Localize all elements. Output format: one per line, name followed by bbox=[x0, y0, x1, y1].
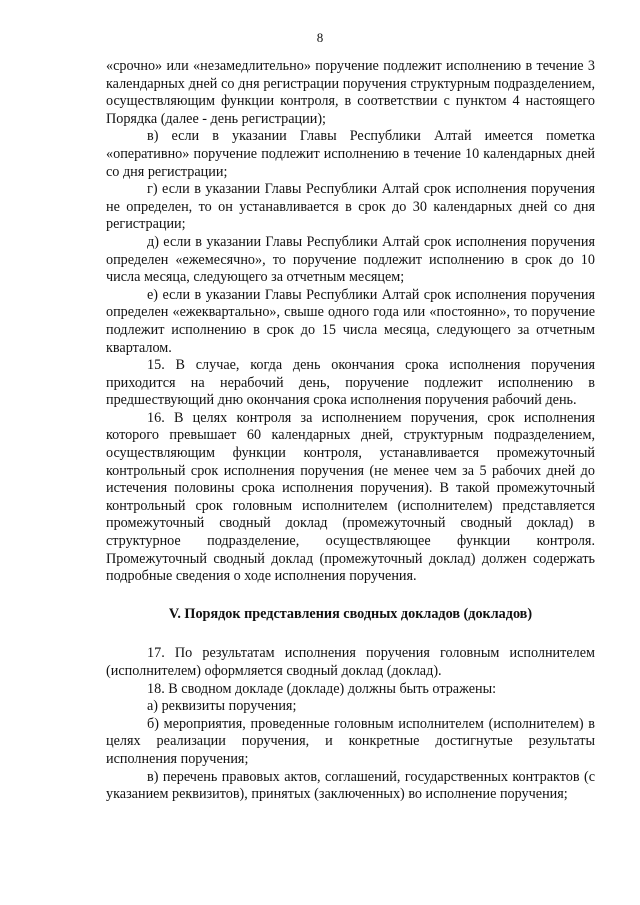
page-number: 8 bbox=[316, 30, 324, 45]
paragraph-item-a: а) реквизиты поручения; bbox=[147, 698, 297, 715]
paragraph-clause-15: 15. В случае, когда день окончания срока исполнения поручения приходится на нерабочий день, поручение подлежит исполнению в предшествующий дню окончания срока исполнения поручения рабочий день. bbox=[106, 357, 595, 409]
paragraph-item-g: г) если в указании Главы Республики Алтай срок исполнения поручения не определен, то он устанавливается в срок до 30 календарных дней со дня регистрации; bbox=[106, 181, 595, 233]
section-heading: V. Порядок представления сводных докладов (докладов) bbox=[168, 605, 533, 622]
paragraph-item-v2: в) перечень правовых актов, соглашений, государственных контрактов (с указанием реквизитов), принятых (заключенных) во исполнение поручения; bbox=[106, 768, 595, 803]
paragraph-item-d: д) если в указании Главы Республики Алтай срок исполнения поручения определен «ежемесячно», то поручение подлежит исполнению в срок до 10 числа месяца, следующего за отчетным месяцем; bbox=[106, 233, 595, 286]
paragraph-clause-17: 17. По результатам исполнения поручения головным исполнителем (исполнителем) оформляется сводный доклад (доклад). bbox=[106, 645, 595, 679]
paragraph-clause-18: 18. В сводном докладе (докладе) должны быть отражены: bbox=[147, 680, 497, 697]
paragraph-continuation: «срочно» или «незамедлительно» поручение подлежит исполнению в течение 3 календарных дней со дня регистрации поручения структурным подразделением, осуществляющим функции контроля, в соответствии с пунктом 4 настоящего Порядка (далее - день регистрации); bbox=[106, 58, 595, 127]
paragraph-clause-16: 16. В целях контроля за исполнением поручения, срок исполнения которого превышает 60 календарных дней, структурным подразделением, осуществляющим функции контроля, устанавливается промежуточный контрольный срок исполнения поручения (не менее чем за 5 рабочих дней до истечения половины срока исполнения поручения). В такой промежуточный контрольный срок головным исполнителем (исполнителем) представляется промежуточный сводный доклад (промежуточный сводный доклад) в структурное подразделение, осуществляющее функции контроля. Промежуточный сводный доклад (промежуточный доклад) должен содержать подробные сведения о ходе исполнения поручения. bbox=[106, 409, 595, 585]
paragraph-item-e: е) если в указании Главы Республики Алтай срок исполнения поручения определен «ежеквартально», свыше одного года или «постоянно», то поручение подлежит исполнению в срок до 15 числа месяца, следующего за отчетным кварталом. bbox=[106, 286, 595, 356]
paragraph-item-b: б) мероприятия, проведенные головным исполнителем (исполнителем) в целях реализации поручения, и конкретные достигнутые результаты исполнения поручения; bbox=[106, 715, 595, 767]
document-body bbox=[106, 58, 595, 804]
paragraph-item-v: в) если в указании Главы Республики Алтай имеется пометка «оперативно» поручение подлежит исполнению в течение 10 календарных дней со дня регистрации; bbox=[106, 128, 595, 180]
